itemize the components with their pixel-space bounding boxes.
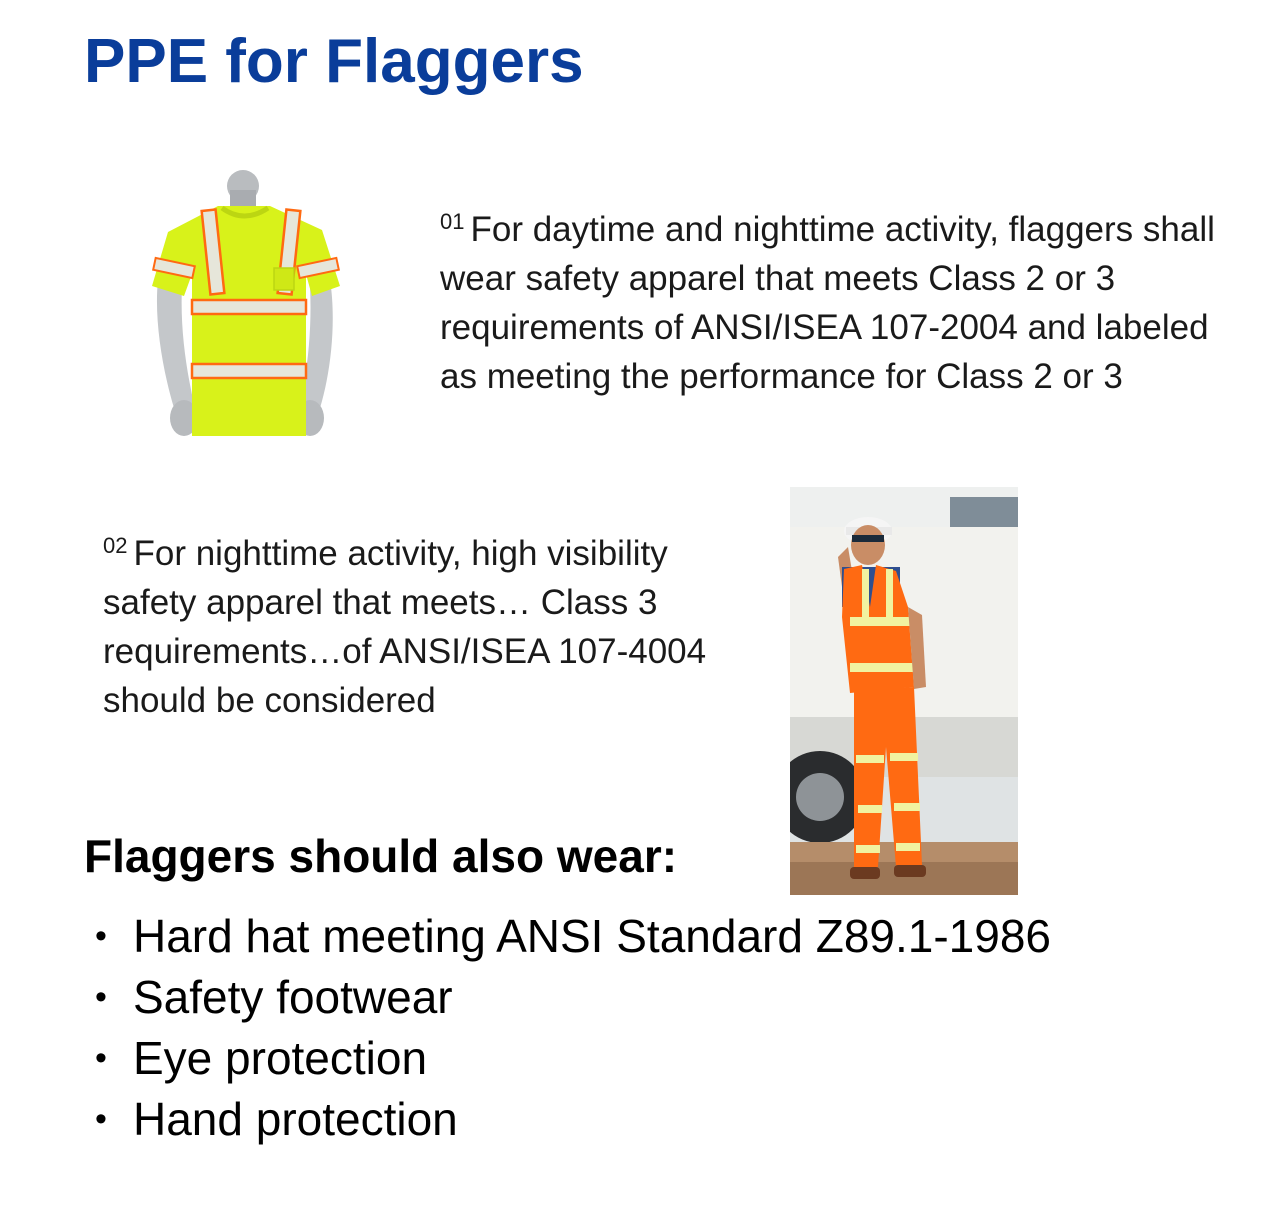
requirement-01-number: 01 [440,208,465,234]
list-item [95,1028,1051,1089]
also-wear-heading: Flaggers should also wear: [84,830,678,882]
also-wear-list [95,906,1051,1150]
flagger-image [790,487,1018,895]
list-item [95,1089,1051,1150]
requirement-02-text: For nighttime activity, high visibility safety apparel that meets… Class 3 requirements…of ANSI/ISEA 107-4004 should be considered [103,534,707,720]
slide-title: PPE for Flaggers [84,27,584,96]
list-item-text: Eye protection [133,1032,428,1084]
list-item [95,967,1051,1028]
bullet-icon: • [95,978,107,1016]
safety-shirt-image [140,168,350,443]
requirement-01-text: For daytime and nighttime activity, flaggers shall wear safety apparel that meets Class 2 or 3 requirements of ANSI/ISEA 107-2004 and labeled as meeting the performance for Class 2 or 3 [440,210,1215,396]
bullet-icon: • [95,1039,107,1077]
list-item-text: Hard hat meeting ANSI Standard Z89.1-1986 [133,910,1052,962]
requirement-02-number: 02 [103,532,128,558]
bullet-icon: • [95,917,107,955]
list-item-text: Safety footwear [133,971,453,1023]
bullet-icon: • [95,1100,107,1138]
requirement-02 [103,529,763,725]
list-item-text: Hand protection [133,1093,458,1145]
list-item [95,906,1051,967]
requirement-01 [440,205,1230,401]
